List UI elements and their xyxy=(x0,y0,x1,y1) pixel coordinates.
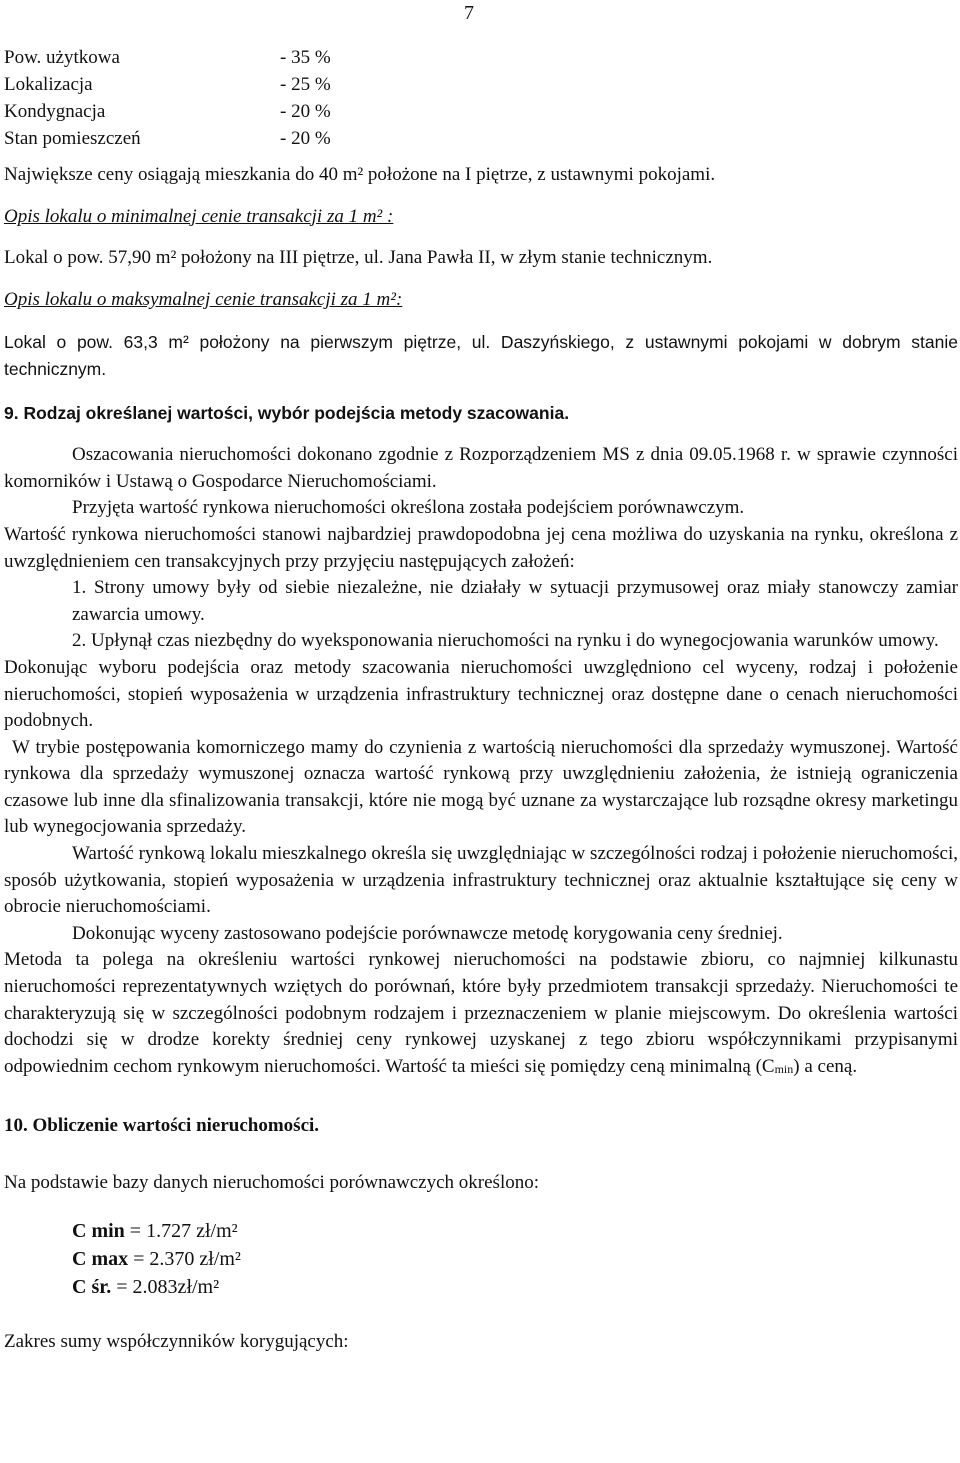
method-subscript: min xyxy=(774,1061,794,1076)
weight-value: - 20 % xyxy=(280,128,331,149)
weight-value: - 20 % xyxy=(280,101,331,122)
c-value-row xyxy=(72,1245,958,1273)
outro-text: Zakres sumy współczynników korygujących: xyxy=(4,1330,349,1352)
weight-value: - 35 % xyxy=(280,47,331,68)
assumption-item: 2. Upłynął czas niezbędny do wyeksponowania nieruchomości na rynku i do wynegocjowania warunków umowy. xyxy=(72,630,939,652)
c-value-row xyxy=(72,1217,958,1245)
c-value-amount: = 2.083zł/m² xyxy=(111,1275,220,1298)
document-page xyxy=(4,0,958,1355)
weight-value: - 25 % xyxy=(280,74,331,95)
section-9-p1-text: Oszacowania nieruchomości dokonano zgodnie z Rozporządzeniem MS z dnia 09.05.1968 r. w sprawie czynności komorników i Ustawą o Gospodarce Nieruchomościami. xyxy=(4,444,958,492)
weight-row xyxy=(4,44,958,71)
section-9-paragraph: Wartość rynkową lokalu mieszkalnego określa się uwzględniając w szczególności rodzaj i położenie nieruchomości, sposób użytkowania, stopień wyposażenia w urządzenia infrastruktury technicznej oraz aktualnie kształtujące się ceny w obrocie nieruchomościami. xyxy=(4,843,958,918)
weight-label: Kondygnacja xyxy=(4,101,106,122)
section-9-paragraph: Przyjęta wartość rynkowa nieruchomości określona została podejściem porównawczym. xyxy=(72,497,745,519)
section-9-paragraph: Wartość rynkowa nieruchomości stanowi najbardziej prawdopodobna jej cena możliwa do uzyskania na rynku, określona z uwzględnieniem cen transakcyjnych przy przyjęciu następujących założeń: xyxy=(4,523,958,572)
method-text: Metoda ta polega na określeniu wartości rynkowej nieruchomości na podstawie zbioru, co najmniej kilkunastu nieruchomości reprezentatywnych wziętych do porównań, które były przedmiotem transakcji sprzedaży. Nieruchomości te charakteryzują się w szczególności podobnym rodzajem i przeznaczeniem w planie miejscowym. Do określenia wartości dochodzi się w drodze korekty średniej ceny rynkowej uzyskanej z tego zbioru współczynnikami przypisanymi odpowiednim cechom rynkowym nieruchomości. Wartość ta mieści się pomiędzy ceną minimalną (C xyxy=(4,949,958,1077)
section-9-title: 9. Rodzaj określanej wartości, wybór podejścia metody szacowania. xyxy=(4,402,570,423)
weights-list xyxy=(4,44,958,152)
section-10-title: 10. Obliczenie wartości nieruchomości. xyxy=(4,1115,320,1137)
c-value-label: C min xyxy=(72,1219,125,1242)
c-value-amount: = 2.370 zł/m² xyxy=(128,1247,241,1270)
intro-paragraph: Największe ceny osiągają mieszkania do 40 m² położone na I piętrze, z ustawnymi pokojami. xyxy=(4,164,716,185)
page-number: 7 xyxy=(464,2,474,24)
weight-row xyxy=(4,125,958,152)
section-9-paragraph xyxy=(4,442,958,495)
section-9-paragraph xyxy=(4,947,958,1081)
min-price-description: Lokal o pow. 57,90 m² położony na III piętrze, ul. Jana Pawła II, w złym stanie technicznym. xyxy=(4,247,713,269)
section-9-paragraph: Dokonując wyceny zastosowano podejście porównawcze metodę korygowania ceny średniej. xyxy=(72,922,783,944)
method-tail: ) a ceną. xyxy=(793,1055,858,1077)
weight-row xyxy=(4,71,958,98)
c-value-label: C śr. xyxy=(72,1275,112,1298)
max-price-heading: Opis lokalu o maksymalnej cenie transakcji za 1 m²: xyxy=(4,288,403,310)
c-values-list xyxy=(72,1217,958,1301)
section-9-paragraph: Dokonując wyboru podejścia oraz metody szacowania nieruchomości uwzględniono cel wyceny, rodzaj i położenie nieruchomości, stopień wyposażenia w urządzenia infrastruktury technicznej oraz dostępne dane o cenach nieruchomości podobnych. xyxy=(4,656,958,732)
max-price-description: Lokal o pow. 63,3 m² położony na pierwszym piętrze, ul. Daszyńskiego, z ustawnymi pokojami w dobrym stanie technicznym. xyxy=(4,332,958,379)
c-value-amount: = 1.727 zł/m² xyxy=(124,1219,238,1242)
weight-label: Stan pomieszczeń xyxy=(4,128,141,149)
c-value-label: C max xyxy=(72,1247,129,1270)
min-price-heading: Opis lokalu o minimalnej cenie transakcji za 1 m² : xyxy=(4,205,394,227)
section-9-paragraph: W trybie postępowania komorniczego mamy do czynienia z wartością nieruchomości dla sprzedaży wymuszonej. Wartość rynkowa dla sprzedaży wymuszonej oznacza wartość rynkową przy uwzględnieniu założenia, że istnieją ograniczenia czasowe lub inne dla sfinalizowania transakcji, które nie mogą być uznane za wystarczające lub rozsądne okresy marketingu lub wynegocjowania sprzedaży. xyxy=(4,736,958,838)
weight-label: Pow. użytkowa xyxy=(4,47,120,68)
weight-label: Lokalizacja xyxy=(4,74,93,95)
assumption-item: 1. Strony umowy były od siebie niezależne, nie działały w sytuacji przymusowej oraz miały stanowczy zamiar zawarcia umowy. xyxy=(72,577,958,625)
section-10-intro: Na podstawie bazy danych nieruchomości porównawczych określono: xyxy=(4,1172,539,1193)
c-value-row xyxy=(72,1273,958,1301)
weight-row xyxy=(4,98,958,125)
